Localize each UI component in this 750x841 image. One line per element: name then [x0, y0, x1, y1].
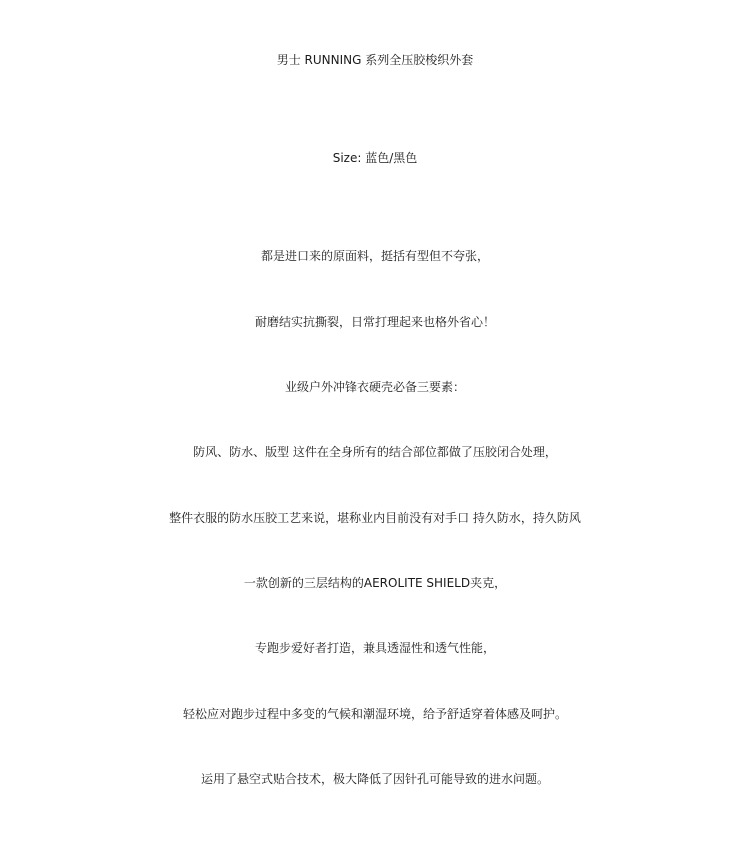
- description-line: 防风、防水、版型 这件在全身所有的结合部位都做了压胶闭合处理，: [193, 445, 557, 459]
- description-line: 一款创新的三层结构的AEROLITE SHIELD夹克，: [243, 576, 507, 590]
- description-line: 轻松应对跑步过程中多变的气候和潮湿环境，给予舒适穿着体感及呵护。: [182, 707, 567, 721]
- description-line: 耐磨结实抗撕裂，日常打理起来也格外省心！: [254, 315, 495, 329]
- description-line: 整件衣服的防水压胶工艺来说，堪称业内目前没有对手口 持久防水，持久防风: [169, 511, 581, 525]
- size-line: Size: 蓝色/黑色: [332, 151, 418, 165]
- description-line: 业级户外冲锋衣硬壳必备三要素：: [284, 380, 465, 394]
- description-line: 都是进口来的原面料，挺括有型但不夸张，: [260, 249, 489, 263]
- product-title: 男士 RUNNING 系列全压胶梭织外套: [276, 53, 474, 67]
- description-line: 运用了悬空式贴合技术，极大降低了因针孔可能导致的进水问题。: [200, 772, 549, 786]
- description-line: 专跑步爱好者打造，兼具透湿性和透气性能，: [254, 641, 495, 655]
